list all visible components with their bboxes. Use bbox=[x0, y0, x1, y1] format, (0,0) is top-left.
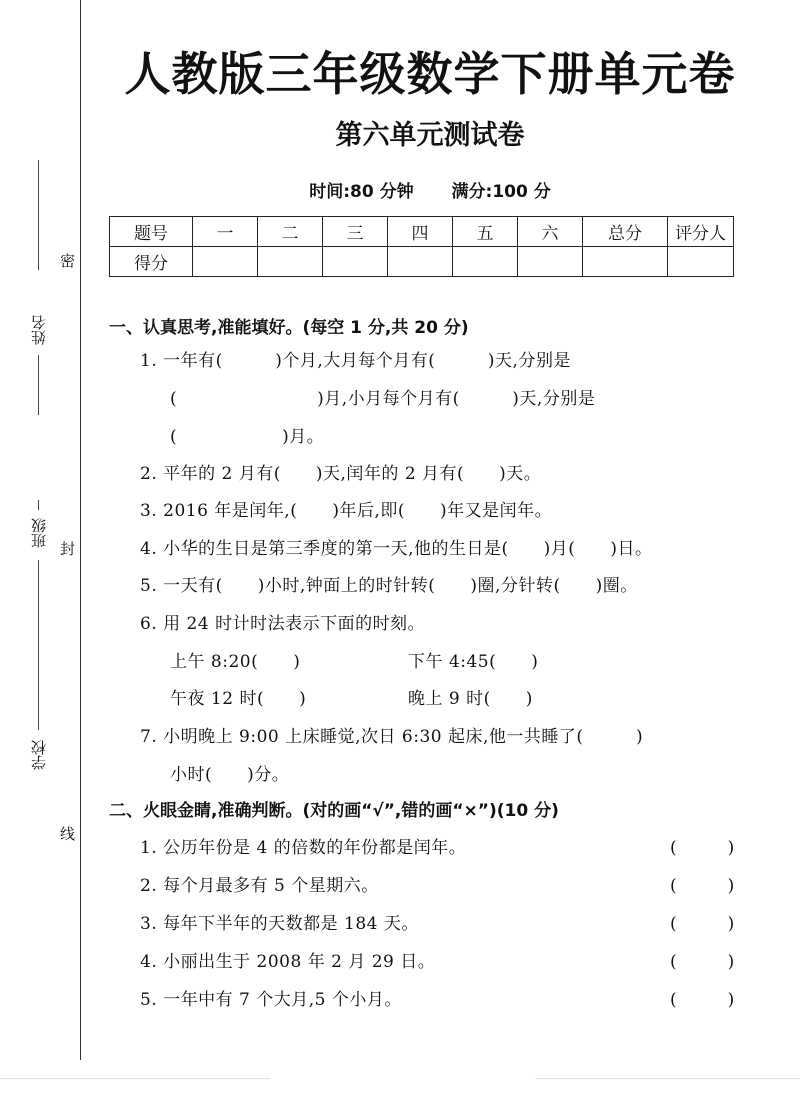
score-cell bbox=[323, 247, 388, 277]
score-cell bbox=[668, 247, 734, 277]
question-line: 午夜 12 时( ) bbox=[170, 689, 307, 709]
table-cell: 四 bbox=[388, 217, 453, 247]
score-cell bbox=[453, 247, 518, 277]
question-line: 1. 一年有( )个月,大月每个月有( )天,分别是 bbox=[140, 351, 571, 371]
question-line: 4. 小华的生日是第三季度的第一天,他的生日是( )月( )日。 bbox=[140, 539, 653, 559]
table-cell: 二 bbox=[258, 217, 323, 247]
class-label: 班级 bbox=[30, 518, 48, 548]
question-line: 小时( )分。 bbox=[170, 765, 290, 785]
question-line: 3. 2016 年是闰年,( )年后,即( )年又是闰年。 bbox=[140, 501, 553, 521]
section1-heading: 一、认真思考,准能填好。(每空 1 分,共 20 分) bbox=[109, 318, 469, 338]
table-cell: 评分人 bbox=[668, 217, 734, 247]
question-line: 上午 8:20( ) bbox=[170, 652, 301, 672]
judgement-item: 5. 一年中有 7 个大月,5 个小月。 bbox=[140, 990, 402, 1010]
judgement-item: 1. 公历年份是 4 的倍数的年份都是闰年。 bbox=[140, 838, 467, 858]
page-subtitle: 第六单元测试卷 bbox=[335, 120, 525, 151]
question-line: 下午 4:45( ) bbox=[408, 652, 539, 672]
page-title: 人教版三年级数学下册单元卷 bbox=[124, 47, 736, 101]
name-blank-line-lower bbox=[38, 355, 39, 415]
score-cell bbox=[193, 247, 258, 277]
judgement-item: 4. 小丽出生于 2008 年 2 月 29 日。 bbox=[140, 952, 436, 972]
table-cell: 一 bbox=[193, 217, 258, 247]
table-cell: 题号 bbox=[110, 217, 193, 247]
answer-paren: ( ) bbox=[670, 990, 735, 1010]
question-line: 晚上 9 时( ) bbox=[408, 689, 533, 709]
question-line: 5. 一天有( )小时,钟面上的时针转( )圈,分针转( )圈。 bbox=[140, 576, 638, 596]
question-line: ( )月,小月每个月有( )天,分别是 bbox=[170, 389, 596, 409]
table-cell: 五 bbox=[453, 217, 518, 247]
score-cell bbox=[518, 247, 583, 277]
exam-full-score: 满分:100 分 bbox=[451, 182, 551, 202]
judgement-item: 3. 每年下半年的天数都是 184 天。 bbox=[140, 914, 419, 934]
table-cell: 总分 bbox=[583, 217, 668, 247]
judgement-item: 2. 每个月最多有 5 个星期六。 bbox=[140, 876, 379, 896]
page-edge-line bbox=[0, 1078, 270, 1079]
answer-paren: ( ) bbox=[670, 914, 735, 934]
question-line: 6. 用 24 时计时法表示下面的时刻。 bbox=[140, 614, 426, 634]
score-table-score-row bbox=[110, 247, 734, 277]
table-cell: 三 bbox=[323, 217, 388, 247]
seal-xian: 线 bbox=[60, 820, 75, 847]
table-cell: 得分 bbox=[110, 247, 193, 277]
question-line: 2. 平年的 2 月有( )天,闰年的 2 月有( )天。 bbox=[140, 464, 542, 484]
answer-paren: ( ) bbox=[670, 876, 735, 896]
school-label: 学校 bbox=[30, 740, 48, 770]
score-cell bbox=[388, 247, 453, 277]
score-table bbox=[109, 216, 734, 277]
score-cell bbox=[583, 247, 668, 277]
seal-mi: 密 bbox=[60, 247, 75, 274]
name-label: 姓名 bbox=[30, 315, 48, 345]
score-table-header-row bbox=[110, 217, 734, 247]
page-edge-line bbox=[535, 1078, 800, 1079]
school-blank-line bbox=[38, 560, 39, 730]
seal-feng: 封 bbox=[60, 535, 75, 562]
exam-meta bbox=[100, 177, 760, 202]
class-blank-line bbox=[38, 500, 39, 510]
table-cell: 六 bbox=[518, 217, 583, 247]
question-line: ( )月。 bbox=[170, 427, 325, 447]
name-blank-line bbox=[38, 160, 39, 270]
question-line: 7. 小明晚上 9:00 上床睡觉,次日 6:30 起床,他一共睡了( ) bbox=[140, 727, 644, 747]
section2-heading: 二、火眼金睛,准确判断。(对的画“√”,错的画“×”)(10 分) bbox=[109, 801, 559, 821]
answer-paren: ( ) bbox=[670, 952, 735, 972]
binding-line bbox=[80, 0, 81, 1060]
score-cell bbox=[258, 247, 323, 277]
exam-time: 时间:80 分钟 bbox=[309, 182, 414, 202]
answer-paren: ( ) bbox=[670, 838, 735, 858]
